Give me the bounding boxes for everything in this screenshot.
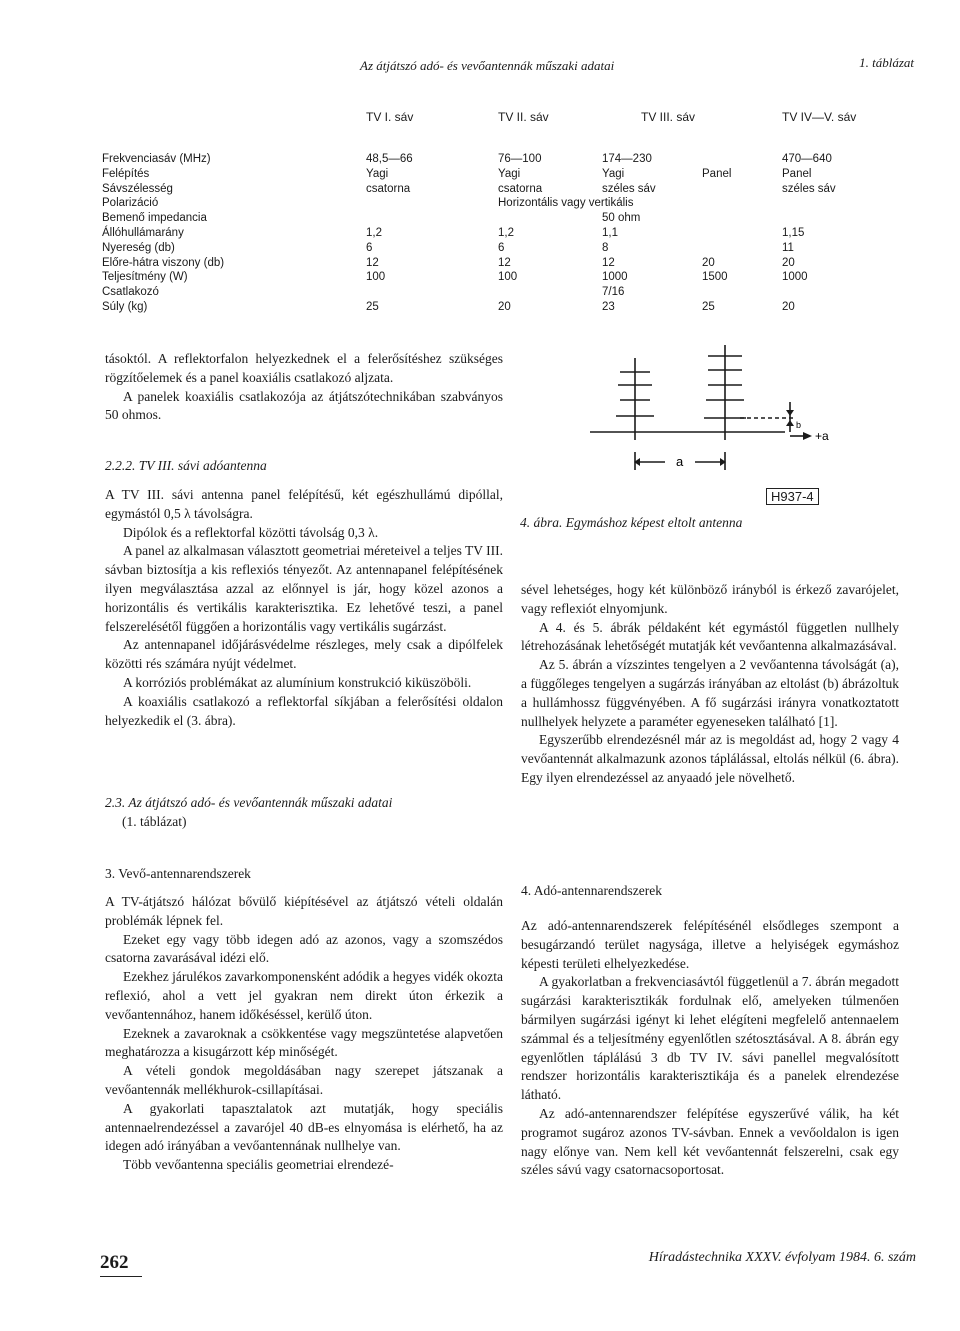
table-cell: 11 [782,241,794,254]
table-title: Az átjátszó adó- és vevőantennák műszaki adatai [360,58,615,73]
figure-label-b: b [796,420,802,430]
table-row-label: Előre-hátra viszony (db) [102,256,225,269]
table-cell: Panel [702,167,732,180]
figure-label-plus-a: +a [815,429,829,443]
table-row-label: Állóhullámarány [102,227,184,239]
table-row-label: Súly (kg) [102,301,148,313]
paragraph: Ezekhez járulékos zavarkomponensként adódik a hegyes vidék okozta reflexió, ahol a vett jel gyakran nem direkt úton érkezik a vevőantennához, hanem időkéséssel, kerülő úton. [105,969,503,1022]
table-row [102,270,902,285]
table-row-label: Nyereség (db) [102,241,175,254]
left-section-2-2-2-text [105,486,503,730]
table-row-label: Bemenő impedancia [102,212,207,225]
table-cell: 174—230 [602,153,652,165]
paragraph: Az adó-antennarendszer felépítése egyszerűvé válik, ha két programot sugároz azonos TV-sávban. Ennek a vevőoldalon is igen nagy előnye van. Nem kell két vevőantennát felszerelni, csak egy széles sávú vagy csatornacsoportosat. [521,1105,899,1178]
paragraph: Az antennapanel időjárásvédelme részleges, mely csak a dipólfelek közötti rés számára nyújt védelmet. [105,637,503,672]
table-cell: Yagi [498,167,521,180]
paragraph: A panel az alkalmasan választott geometriai méreteivel a teljes TV III. sávban biztosítja a kis reflexiós tényezőt. Az antennapanel felépítésének ilyen megválasztása azzal az előnnyel is jár, hogy közel azonos a horizontális és vertikális karakterisztika. Ez lehetővé teszi, a panel felszerelésétől függően a horizontális vagy vertikális sugárzást. [105,543,503,634]
table-number: 1. táblázat [859,55,914,70]
paragraph: tásoktól. A reflektorfalon helyezkednek el a felerősítéshez szükséges rögzítőelemek és a panel koaxiális csatlakozó aljzata. [105,351,503,385]
table-cell: 48,5—66 [366,153,413,165]
figure-code: H937-4 [766,488,819,505]
table-cell: 1000 [602,271,628,284]
table-cell: 20 [782,256,795,269]
right-intro-text [521,581,899,788]
table-row [102,256,902,271]
table-cell: csatorna [366,182,411,195]
table-cell: 12 [602,256,615,269]
table-row [102,152,902,167]
table-row [102,285,902,300]
table-cell: 1500 [702,271,728,284]
section-heading-2-3: 2.3. Az átjátszó adó- és vevőantennák műszaki adatai [105,795,393,810]
paragraph: sével lehetséges, hogy két különböző irányból is érkező zavarójelet, vagy reflexiót elnyomjunk. [521,582,899,616]
table-row [102,300,902,315]
table-row [102,211,902,226]
page-number-rule [100,1276,142,1277]
table-cell: 6 [366,241,373,254]
paragraph: A TV III. sávi antenna panel felépítésű, két egészhullámú dipóllal, egymástól 0,5 λ távolságra. [105,487,503,521]
band-header-4: TV IV—V. sáv [782,110,857,124]
table-cell: 1,1 [602,227,618,239]
left-section-3-text [105,893,503,1175]
paragraph: Az adó-antennarendszerek felépítésénél elsődleges szempont a besugárzandó terület nagysága, illetve a helyiségek egymáshoz képesti területi elhelyezkedése. [521,918,899,971]
table-cell: 25 [702,301,715,313]
table-row [102,226,902,241]
table-row [102,196,902,211]
paragraph: Ezeknek a zavaroknak a csökkentése vagy megszüntetése alapvetően meghatározza a kisugárzott kép minőségét. [105,1025,503,1060]
figure-label-a: a [676,454,684,469]
table-cell: 8 [602,241,609,254]
section-heading-2-3-sub: (1. táblázat) [122,814,187,829]
table-cell: széles sáv [602,182,656,195]
table-cell: Yagi [366,167,389,180]
table-cell: 6 [498,241,505,254]
table-cell: 470—640 [782,153,832,165]
table-cell: 76—100 [498,153,542,165]
table-cell: 25 [366,301,379,313]
table-row-label: Polarizáció [102,197,159,210]
table-cell: 23 [602,301,615,313]
table-cell: 1,2 [366,227,382,239]
table-cell: 12 [366,256,379,269]
figure-caption: 4. ábra. Egymáshoz képest eltolt antenna [520,515,743,530]
table-cell: 100 [366,271,386,284]
table-cell: 7/16 [602,286,625,299]
figure-4-antenna-diagram [590,340,850,480]
table-cell: 20 [498,301,511,313]
paragraph: Több vevőantenna speciális geometriai elrendezé- [123,1157,394,1173]
table-cell: 1000 [782,271,808,284]
table-cell: 20 [702,256,715,269]
section-heading-3: 3. Vevő-antennarendszerek [105,866,251,881]
paragraph: Dipólok és a reflektorfal közötti távolság 0,3 λ. [123,524,379,540]
table-row [102,241,902,256]
paragraph: A gyakorlatban a frekvenciasávtól függetlenül a 7. ábrán megadott sugárzási karakterisztikák fordulnak elő, amelyeken túlmenően bármilyen sugárzási igényt ki lehet elégíteni megfelelő antennaelem számmal és a teljesítmény egyenlőtlen szétosztásával. A 8. ábrán egy egyenlőtlen táplálású 3 db TV IV. sávi panellel megvalósított rendszer horizontális karakterisztikája és a panelek elrendezése látható. [521,974,899,1103]
table-cell: 20 [782,301,795,313]
table-row [102,182,902,197]
table-row-label: Felépítés [102,167,150,180]
table-row-label: Sávszélesség [102,182,173,195]
paragraph: A 4. és 5. ábrák példaként két egymástól független nullhely létrehozásának lehetőségét mutatják két vevőantenna alkalmazásával. [521,619,899,654]
paragraph: A vételi gondok megoldásában nagy szerepet játszanak a vevőantennák mellékhurok-csillapításai. [105,1063,503,1097]
paragraph: A panelek koaxiális csatlakozója az átjátszótechnikában szabványos 50 ohmos. [105,388,503,423]
table-cell: Panel [782,167,812,180]
table-row-label: Frekvenciasáv (MHz) [102,153,211,165]
table-cell: 12 [498,256,511,269]
paragraph: A korróziós problémákat az alumínium konstrukció kiküszöböli. [123,674,472,690]
paragraph: A koaxiális csatlakozó a reflektorfal síkjában a felerősítési oldalon helyezkedik el (3. ábra). [105,693,503,728]
table-cell: 100 [498,271,518,284]
journal-footer: Híradástechnika XXXV. évfolyam 1984. 6. szám [648,1250,916,1265]
table-cell: csatorna [498,182,543,195]
paragraph: Ezeket egy vagy több idegen adó az azonos, vagy a szomszédos csatorna zavarásával idézi elő. [105,931,503,966]
right-section-4-text [521,917,899,1180]
table-cell: 1,2 [498,227,514,239]
band-header-1: TV I. sáv [366,110,414,124]
paragraph: A TV-átjátszó hálózat bővülő kiépítésével az átjátszó vételi oldalán problémák lépnek fel. [105,894,503,928]
table-cell: Yagi [602,167,625,180]
paragraph: A gyakorlati tapasztalatok azt mutatják, hogy speciális antennaelrendezéssel a zavarójel 40 dB-es elnyomása is elérhető, ha az idegen adó irányában a vevőantennának nullhelye van. [105,1100,503,1154]
table-row [102,167,902,182]
table-row-label: Teljesítmény (W) [102,271,188,284]
table-cell: 50 ohm [602,212,641,225]
band-header-3: TV III. sáv [641,110,696,124]
band-header-2: TV II. sáv [498,110,549,124]
left-intro-text [105,350,503,425]
page-number: 262 [100,1252,129,1273]
table-cell: Horizontális vagy vertikális [498,197,634,210]
table-row-label: Csatlakozó [102,286,159,299]
table-cell: 1,15 [782,227,805,239]
section-heading-4: 4. Adó-antennarendszerek [521,883,662,898]
section-heading-2-2-2: 2.2.2. TV III. sávi adóantenna [105,458,267,473]
paragraph: Egyszerűbb elrendezésnél már az is megoldást ad, hogy 2 vagy 4 vevőantennát alkalmazunk azonos táplálással, eltolás nélkül (6. ábra). Egy ilyen elrendezéssel az anyaadó jele növelhető. [521,732,899,785]
paragraph: Az 5. ábrán a vízszintes tengelyen a 2 vevőantenna távolságát (a), a függőleges tengelyen a sugárzás irányában az eltolást (b) ábrázoltuk a hullámhossz függvényében. A fő sugárzási irányra vonatkoztatott nullhelyek helyzete a paraméter egyeneseken található [1]. [521,657,899,729]
table-cell: széles sáv [782,182,836,195]
